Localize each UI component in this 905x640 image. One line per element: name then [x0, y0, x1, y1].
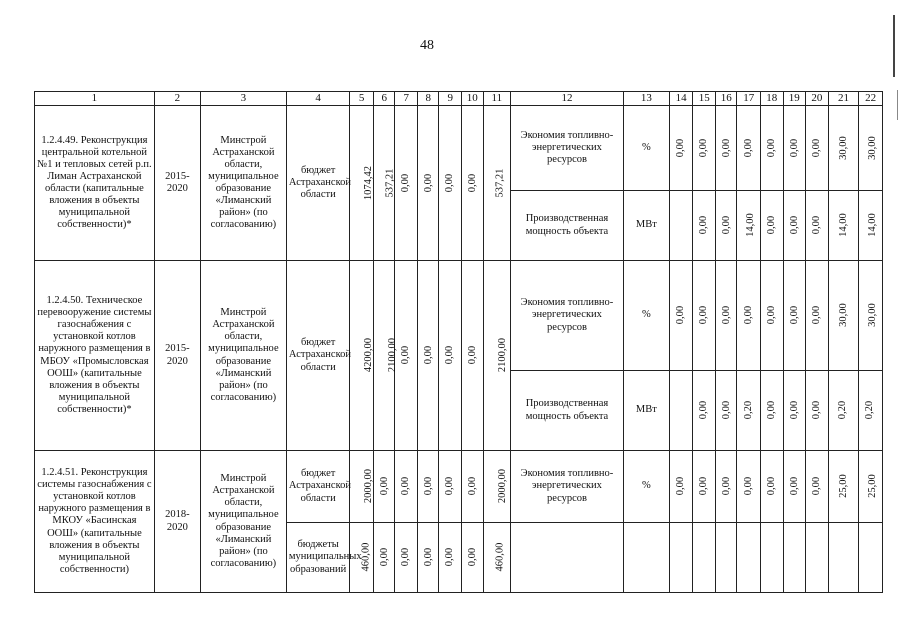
indicator-value: 0,00: [742, 138, 754, 158]
indicator-value: 0,00: [788, 401, 800, 420]
indicator-value: 0,00: [766, 216, 778, 235]
indicator-value: 0,00: [721, 306, 733, 325]
indicator-value: 30,00: [837, 303, 849, 328]
indicator-value: 0,00: [766, 138, 778, 158]
finance-cell: [483, 523, 511, 593]
indicator-cell: [715, 261, 737, 371]
indicator-cell: [669, 371, 693, 451]
finance-value: 537,21: [493, 168, 505, 198]
funding-source: бюджет Астраханской области: [286, 106, 349, 261]
table-row: [35, 451, 883, 523]
scan-edge-mark: [893, 15, 895, 77]
column-number-row: [35, 92, 883, 106]
indicator-cell: [761, 371, 784, 451]
indicator-value: 0,00: [766, 306, 778, 325]
finance-value: 0,00: [444, 346, 456, 365]
column-number: 6: [373, 92, 395, 106]
indicator-value: 0,00: [675, 477, 687, 496]
finance-value: 0,00: [423, 548, 435, 567]
indicator-name: Экономия топливно-энергетических ресурсов: [511, 451, 624, 523]
finance-value: 0,00: [379, 477, 391, 496]
finance-value: 0,00: [379, 548, 391, 567]
empty-cell: [693, 523, 716, 593]
indicator-unit: %: [623, 261, 669, 371]
funding-source: бюджет Астраханской области: [286, 451, 349, 523]
indicator-value: 0,20: [742, 401, 754, 420]
executor: Минстрой Астраханской области, муниципальное образование «Лиманский район» (по согласованию): [200, 106, 286, 261]
finance-cell: [462, 261, 484, 451]
finance-value: 1074,42: [363, 165, 375, 201]
empty-cell: [806, 523, 829, 593]
indicator-value: 14,00: [867, 213, 879, 238]
column-number: 5: [350, 92, 374, 106]
indicator-value: 0,00: [721, 138, 733, 158]
finance-cell: [417, 523, 439, 593]
indicator-cell: [761, 191, 784, 261]
finance-cell: [462, 106, 484, 261]
finance-cell: [373, 106, 395, 261]
project-name: 1.2.4.49. Реконструкция центральной котельной №1 и тепловых сетей р.п. Лиман Астраханской области (капитальные вложения в объекты муниципальной собственности)*: [35, 106, 155, 261]
finance-cell: [439, 106, 462, 261]
indicator-value: 0,00: [721, 401, 733, 420]
finance-value: 0,00: [400, 477, 412, 496]
indicator-cell: [715, 106, 737, 191]
finance-cell: [417, 261, 439, 451]
indicator-value: 0,00: [675, 138, 687, 158]
program-table: [34, 91, 883, 593]
indicator-cell: [828, 371, 859, 451]
column-number: 19: [783, 92, 806, 106]
finance-cell: [483, 106, 511, 261]
indicator-cell: [828, 451, 859, 523]
indicator-cell: [715, 451, 737, 523]
indicator-cell: [669, 106, 693, 191]
indicator-cell: [783, 451, 806, 523]
indicator-value: 0,00: [811, 306, 823, 325]
column-number: 7: [395, 92, 418, 106]
indicator-cell: [828, 191, 859, 261]
project-name: 1.2.4.50. Техническое перевооружение системы газоснабжения с установкой котлов наружного размещения в МБОУ «Промысловская ООШ» (капитальные вложения в объекты муниципальной собственности)*: [35, 261, 155, 451]
finance-value: 0,00: [444, 173, 456, 193]
period: 2015-2020: [154, 261, 200, 451]
column-number: 22: [859, 92, 883, 106]
finance-value: 2000,00: [496, 469, 508, 504]
column-number: 10: [462, 92, 484, 106]
finance-cell: [373, 261, 398, 451]
indicator-cell: [761, 106, 784, 191]
indicator-value: 0,00: [698, 401, 710, 420]
finance-cell: [483, 451, 511, 523]
project-name: 1.2.4.51. Реконструкция системы газоснабжения с установкой котлов наружного размещения в МКОУ «Басинская ООШ» (капитальные вложения в объекты муниципальной собственности): [35, 451, 155, 593]
finance-value: 537,21: [384, 168, 396, 198]
indicator-cell: [806, 106, 829, 191]
indicator-cell: [693, 371, 716, 451]
empty-cell: [623, 523, 669, 593]
indicator-cell: [737, 191, 761, 261]
empty-cell: [859, 523, 883, 593]
finance-value: 0,00: [467, 173, 479, 193]
indicator-cell: [761, 451, 784, 523]
indicator-unit: МВт: [623, 191, 669, 261]
empty-cell: [761, 523, 784, 593]
table-row: [35, 261, 883, 371]
indicator-value: 0,00: [766, 401, 778, 420]
indicator-unit: МВт: [623, 371, 669, 451]
finance-cell: [417, 451, 439, 523]
indicator-cell: [737, 261, 761, 371]
column-number: 3: [200, 92, 286, 106]
indicator-value: 0,00: [698, 216, 710, 235]
empty-cell: [783, 523, 806, 593]
empty-cell: [737, 523, 761, 593]
finance-value: 0,00: [444, 477, 456, 496]
empty-cell: [715, 523, 737, 593]
scan-edge-mark: [897, 90, 898, 120]
finance-cell: [350, 106, 374, 261]
finance-value: 0,00: [400, 173, 412, 193]
finance-cell: [462, 451, 484, 523]
empty-cell: [828, 523, 859, 593]
column-number: 18: [761, 92, 784, 106]
finance-cell: [462, 523, 484, 593]
executor: Минстрой Астраханской области, муниципальное образование «Лиманский район» (по согласованию): [200, 451, 286, 593]
column-number: 12: [511, 92, 624, 106]
finance-value: 4200,00: [363, 338, 375, 373]
indicator-cell: [783, 371, 806, 451]
column-number: 1: [35, 92, 155, 106]
indicator-cell: [693, 106, 716, 191]
indicator-value: 14,00: [745, 213, 757, 238]
column-number: 14: [669, 92, 693, 106]
indicator-unit: %: [623, 106, 669, 191]
indicator-value: 0,00: [811, 138, 823, 158]
indicator-value: 0,00: [742, 306, 754, 325]
finance-cell: [439, 261, 462, 451]
indicator-cell: [761, 261, 784, 371]
finance-cell: [350, 523, 374, 593]
indicator-unit: %: [623, 451, 669, 523]
indicator-value: 14,00: [837, 213, 849, 238]
column-number: 11: [483, 92, 511, 106]
period: 2015-2020: [154, 106, 200, 261]
indicator-cell: [783, 261, 806, 371]
indicator-value: 0,00: [675, 306, 687, 325]
indicator-cell: [693, 261, 716, 371]
indicator-cell: [693, 191, 716, 261]
indicator-cell: [806, 371, 829, 451]
page-number: 48: [420, 38, 434, 53]
empty-cell: [511, 523, 624, 593]
finance-cell: [373, 451, 395, 523]
finance-value: 0,00: [423, 346, 435, 365]
column-number: 8: [417, 92, 439, 106]
indicator-cell: [693, 451, 716, 523]
funding-source: бюджеты муниципальных образований: [286, 523, 349, 593]
finance-value: 0,00: [400, 346, 412, 365]
indicator-value: 30,00: [867, 303, 879, 328]
finance-value: 0,00: [400, 548, 412, 567]
indicator-name: Производственная мощность объекта: [511, 191, 624, 261]
indicator-name: Производственная мощность объекта: [511, 371, 624, 451]
indicator-cell: [859, 371, 883, 451]
indicator-cell: [783, 106, 806, 191]
indicator-cell: [806, 261, 829, 371]
indicator-cell: [828, 261, 859, 371]
finance-value: 2100,00: [386, 338, 398, 373]
indicator-value: 0,00: [811, 477, 823, 496]
finance-cell: [395, 523, 418, 593]
indicator-value: 0,20: [864, 401, 876, 420]
finance-value: 0,00: [467, 477, 479, 496]
indicator-value: 0,00: [788, 138, 800, 158]
indicator-cell: [715, 191, 737, 261]
finance-value: 2000,00: [363, 469, 375, 504]
indicator-cell: [669, 451, 693, 523]
column-number: 9: [439, 92, 462, 106]
indicator-value: 25,00: [837, 474, 849, 499]
column-number: 17: [737, 92, 761, 106]
indicator-cell: [669, 261, 693, 371]
finance-value: 0,00: [444, 548, 456, 567]
indicator-value: 0,00: [788, 306, 800, 325]
indicator-cell: [783, 191, 806, 261]
funding-source: бюджет Астраханской области: [286, 261, 349, 451]
table-row: [35, 106, 883, 191]
column-number: 15: [693, 92, 716, 106]
indicator-cell: [859, 451, 883, 523]
finance-cell: [373, 523, 395, 593]
column-number: 13: [623, 92, 669, 106]
finance-cell: [439, 523, 462, 593]
finance-value: 0,00: [423, 477, 435, 496]
indicator-value: 0,00: [766, 477, 778, 496]
indicator-cell: [806, 191, 829, 261]
indicator-value: 0,00: [721, 216, 733, 235]
finance-value: 0,00: [467, 346, 479, 365]
indicator-value: 30,00: [837, 136, 849, 160]
indicator-cell: [859, 191, 883, 261]
finance-value: 0,00: [423, 173, 435, 193]
finance-cell: [395, 451, 418, 523]
indicator-value: 0,00: [788, 477, 800, 496]
indicator-value: 0,00: [698, 477, 710, 496]
indicator-value: 30,00: [867, 136, 879, 160]
indicator-value: 0,00: [698, 306, 710, 325]
period: 2018-2020: [154, 451, 200, 593]
column-number: 4: [286, 92, 349, 106]
indicator-cell: [859, 106, 883, 191]
indicator-cell: [715, 371, 737, 451]
indicator-name: Экономия топливно-энергетических ресурсов: [511, 261, 624, 371]
indicator-value: 0,00: [698, 138, 710, 158]
finance-value: 0,00: [467, 548, 479, 567]
indicator-value: 25,00: [867, 474, 879, 499]
empty-cell: [669, 523, 693, 593]
indicator-cell: [737, 451, 761, 523]
indicator-cell: [859, 261, 883, 371]
indicator-cell: [737, 106, 761, 191]
indicator-cell: [737, 371, 761, 451]
column-number: 20: [806, 92, 829, 106]
indicator-value: 0,20: [837, 401, 849, 420]
column-number: 16: [715, 92, 737, 106]
finance-cell: [350, 451, 374, 523]
indicator-cell: [828, 106, 859, 191]
finance-cell: [350, 261, 374, 451]
indicator-value: 0,00: [811, 216, 823, 235]
indicator-value: 0,00: [788, 216, 800, 235]
indicator-cell: [806, 451, 829, 523]
finance-value: 2100,00: [496, 338, 508, 373]
finance-cell: [395, 106, 418, 261]
indicator-value: 0,00: [721, 477, 733, 496]
finance-cell: [417, 106, 439, 261]
column-number: 21: [828, 92, 859, 106]
indicator-name: Экономия топливно-энергетических ресурсов: [511, 106, 624, 191]
finance-value: 460,00: [360, 543, 372, 572]
finance-value: 460,00: [493, 543, 505, 572]
finance-cell: [439, 451, 462, 523]
indicator-value: 0,00: [742, 477, 754, 496]
finance-cell: [483, 261, 511, 451]
executor: Минстрой Астраханской области, муниципальное образование «Лиманский район» (по согласованию): [200, 261, 286, 451]
indicator-value: 0,00: [811, 401, 823, 420]
indicator-cell: [669, 191, 693, 261]
column-number: 2: [154, 92, 200, 106]
